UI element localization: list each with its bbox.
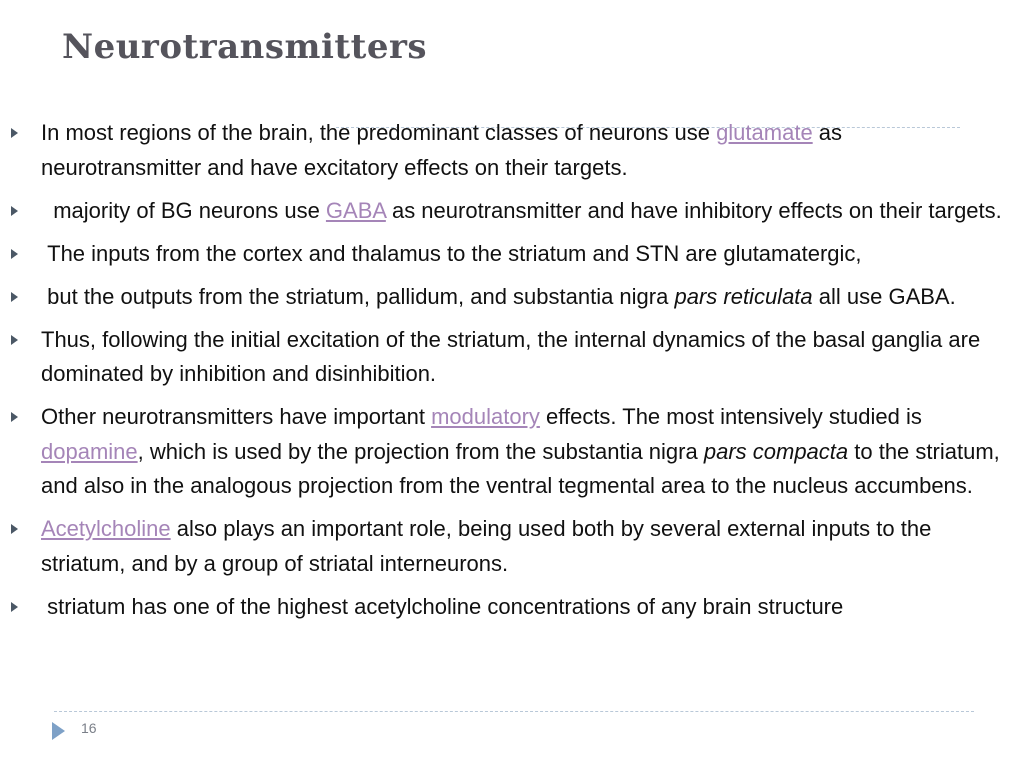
footer-divider-line [54,711,974,712]
bullet-item [0,194,1024,229]
bullet-text: Other neurotransmitters have important [41,404,432,429]
bullet-text: effects. The most intensively studied is [539,404,922,429]
bullet-text: also plays an important role, being used both by several external inputs to the striatum, and by a group of striatal interneurons. [41,516,932,576]
slide-title: Neurotransmitters [62,27,428,67]
bullet-item [0,512,1024,581]
bullet-item [0,400,1024,504]
bullet-item [0,323,1024,392]
slide-arrow-icon [52,722,65,740]
bullet-item [0,116,1024,185]
bullet-arrow-icon [11,412,18,422]
bullet-text: , which is used by the projection from the substantia nigra [137,438,704,464]
bullet-arrow-icon [11,249,18,259]
glutamate-link[interactable]: glutamate [716,120,813,145]
bullet-item [0,280,1024,315]
bullet-arrow-icon [11,602,18,612]
bullet-italic-text: pars reticulata [674,283,813,309]
bullet-text: The inputs from the cortex and thalamus to the striatum and STN are glutamatergic, [47,240,862,266]
acetylcholine-link[interactable]: Acetylcholine [41,516,171,541]
bullet-list [0,116,1024,633]
bullet-text: Thus, following the initial excitation of the striatum, the internal dynamics of the basal ganglia are dominated by inhibition and disinhibition. [41,326,981,386]
modulatory-link[interactable]: modulatory [431,404,540,429]
bullet-arrow-icon [11,206,18,216]
bullet-text: majority of BG neurons use [53,197,326,223]
bullet-text: all use GABA. [812,283,956,309]
bullet-text: In most regions of the brain, the predominant classes of neurons use [41,120,717,145]
bullet-item [0,237,1024,272]
bullet-item [0,590,1024,625]
page-number: 16 [81,720,97,736]
gaba-link[interactable]: GABA [325,197,386,223]
bullet-italic-text: pars compacta [703,438,849,464]
bullet-text: striatum has one of the highest acetylcholine concentrations of any brain structure [47,593,844,619]
bullet-arrow-icon [11,128,18,138]
bullet-arrow-icon [11,524,18,534]
bullet-text: as neurotransmitter and have inhibitory effects on their targets. [385,197,1002,223]
bullet-arrow-icon [11,335,18,345]
bullet-text: to the striatum, and also in the analogous projection from the ventral tegmental area to the nucleus accumbens. [41,438,1000,498]
bullet-text: but the outputs from the striatum, pallidum, and substantia nigra [47,283,675,309]
bullet-arrow-icon [11,292,18,302]
bullet-text: as neurotransmitter and have excitatory effects on their targets. [41,120,843,180]
dopamine-link[interactable]: dopamine [41,438,138,464]
